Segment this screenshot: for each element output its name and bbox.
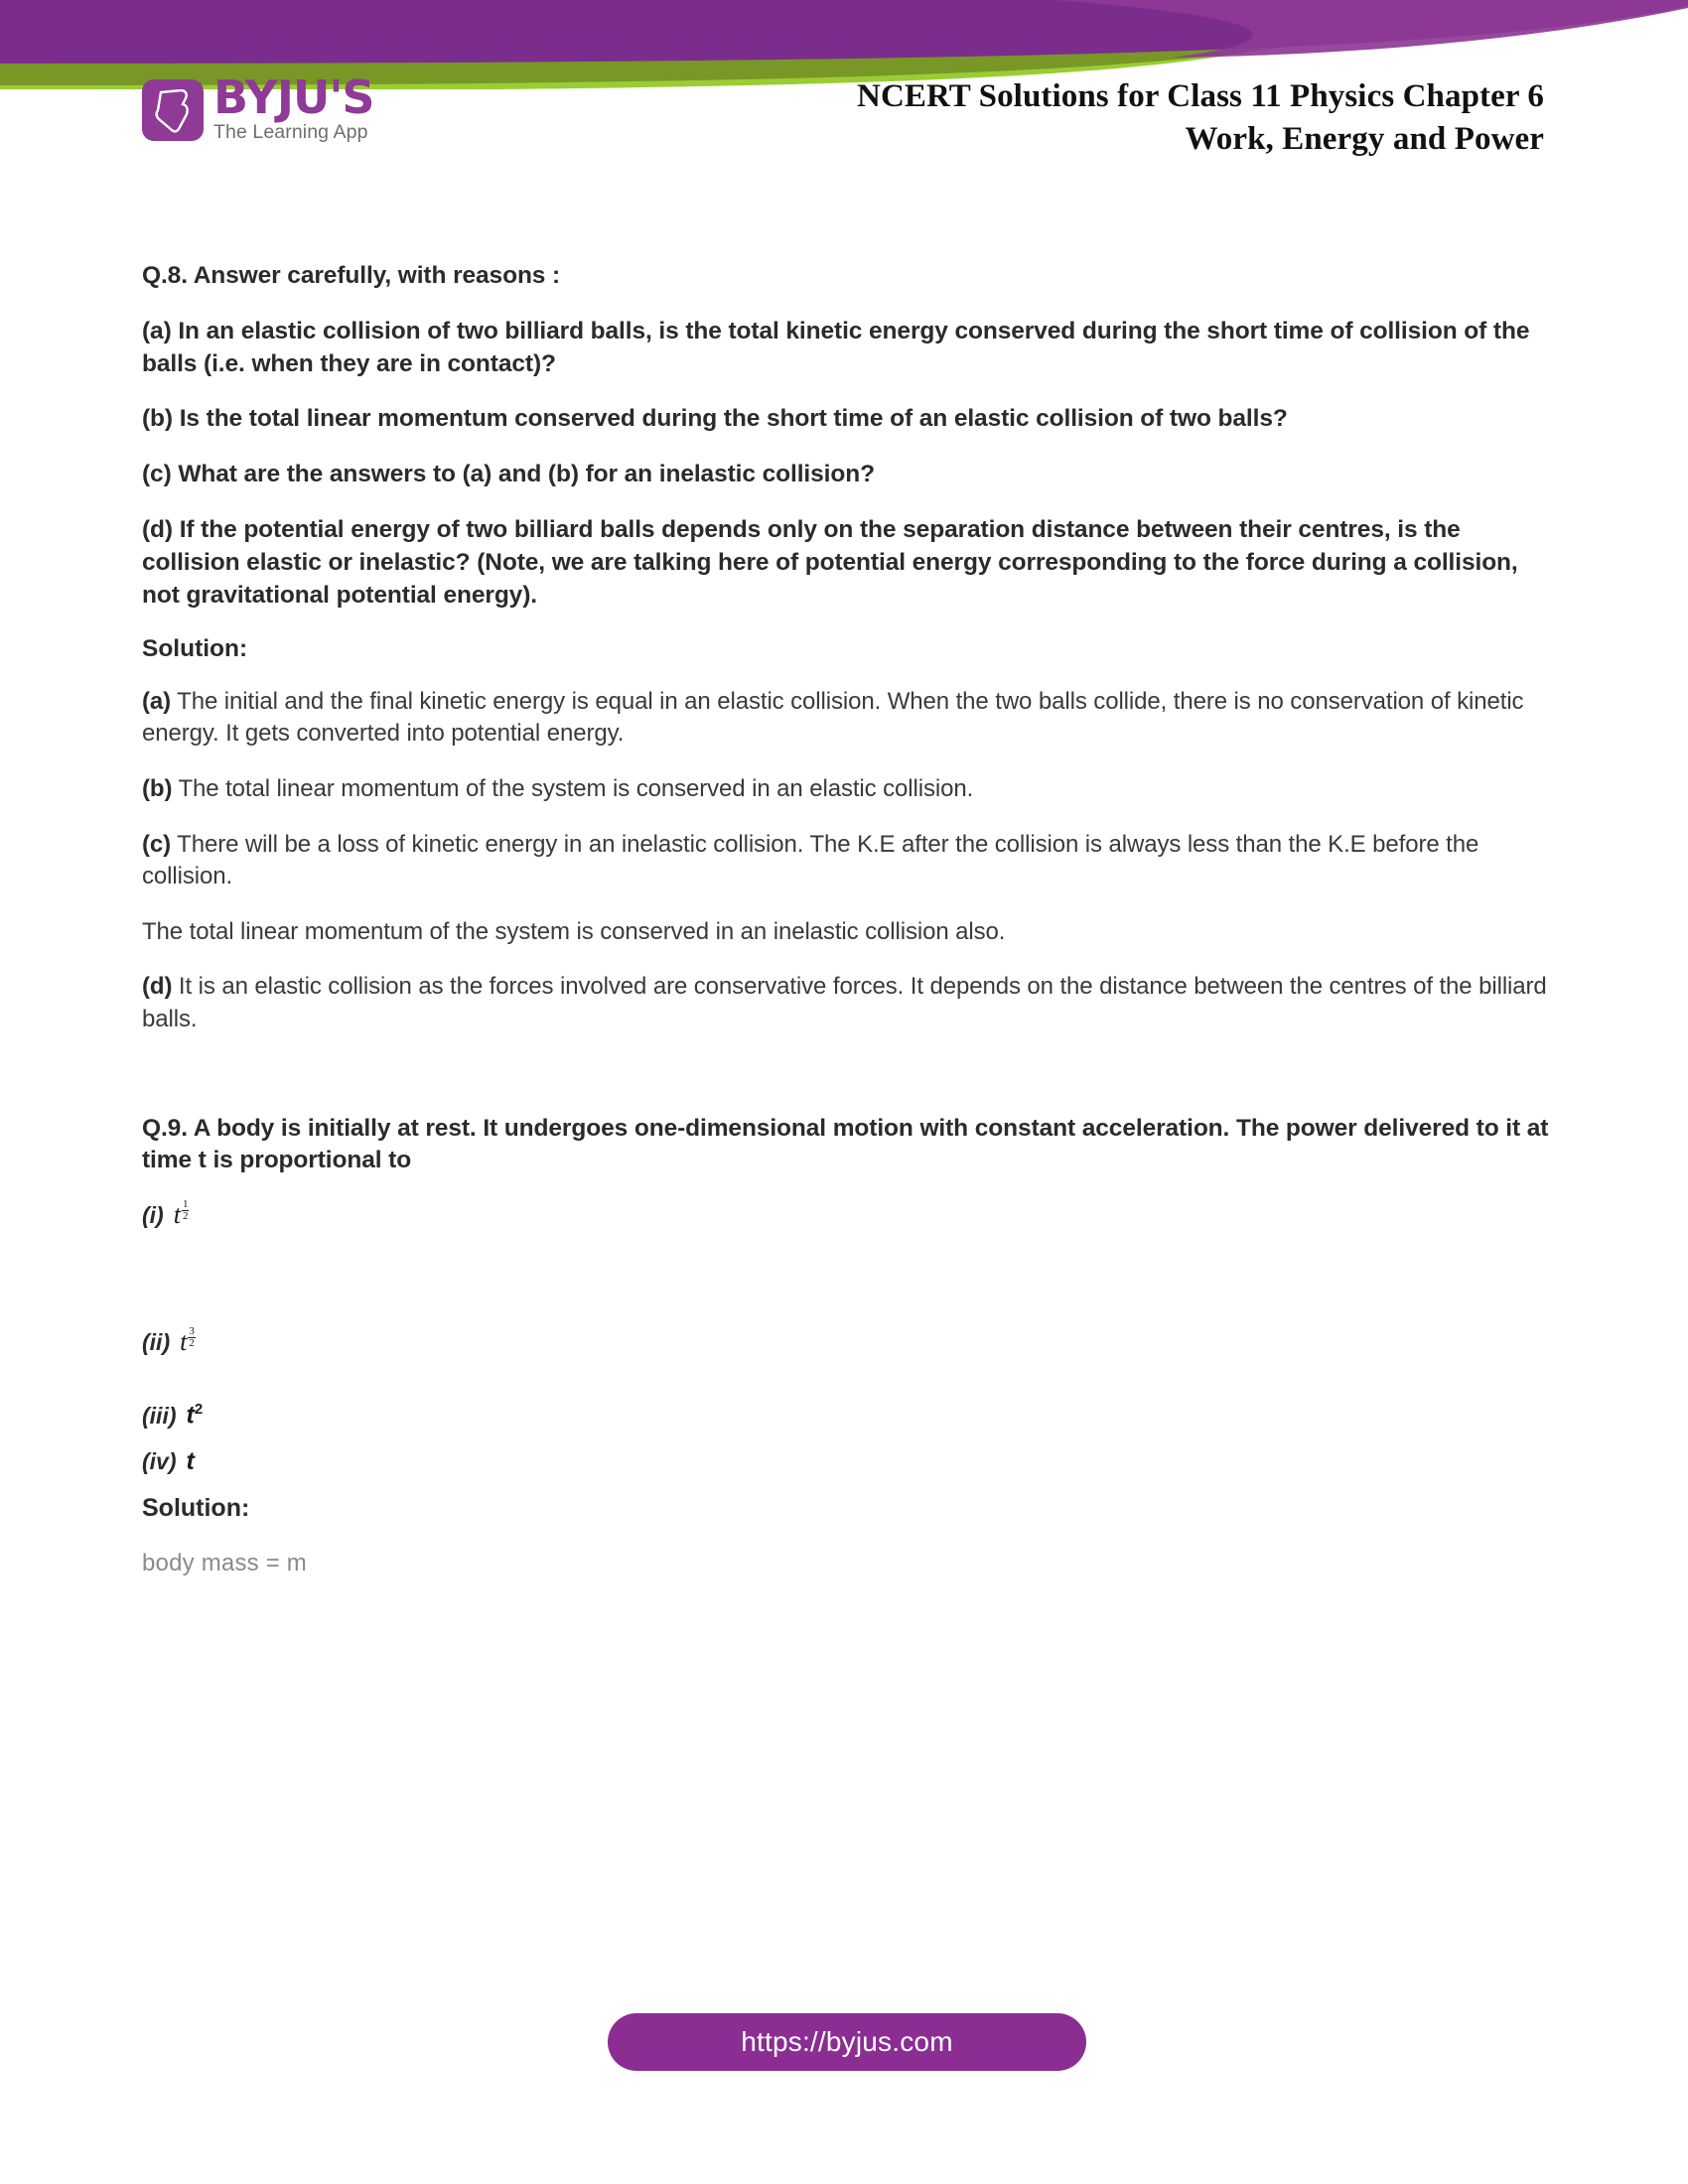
byjus-website-url-label: https://byjus.com — [741, 2026, 953, 2057]
question-8-part-c: (c) What are the answers to (a) and (b) for an inelastic collision? — [142, 461, 875, 488]
question-9-option-iii — [142, 1401, 1552, 1447]
question-8-answer-c — [142, 829, 1552, 893]
option-ii-exponent-numerator: 3 — [189, 1324, 195, 1337]
option-iii-label: (iii) — [142, 1402, 177, 1429]
byjus-website-link-button[interactable] — [608, 2013, 1086, 2071]
option-iv-label: (iv) — [142, 1448, 177, 1475]
question-9-solution-line-1: body mass = m — [142, 1550, 307, 1577]
byjus-logo — [142, 70, 374, 144]
answer-a-text: The initial and the final kinetic energy is equal in an elastic collision. When the two balls collide, there is no conservation of kinetic energy. It gets converted into potential energy. — [142, 687, 1524, 748]
answer-b-text: The total linear momentum of the system is conserved in an elastic collision. — [172, 774, 974, 802]
question-8-part-d: (d) If the potential energy of two billiard balls depends only on the separation distance between their centres, is the collision elastic or inelastic? (Note, we are talking here of potential energy corresponding to the force during a collision, not gravitational potential energy). — [142, 516, 1518, 609]
byjus-tagline: The Learning App — [213, 121, 368, 144]
answer-c-cont-text: The total linear momentum of the system is conserved in an inelastic collision also. — [142, 917, 1006, 945]
option-ii-exponent-denominator: 2 — [189, 1336, 195, 1349]
option-iv-expression — [187, 1447, 195, 1476]
answer-c-text: There will be a loss of kinetic energy in an inelastic collision. The K.E after the collision is always less than the K.E before the collision. — [142, 830, 1479, 890]
document-content — [142, 260, 1552, 1577]
answer-d-text: It is an elastic collision as the forces involved are conservative forces. It depends on the distance between the centres of the billiard balls. — [142, 973, 1547, 1032]
question-9-option-iv — [142, 1447, 1552, 1494]
question-8-answer-a — [142, 686, 1552, 751]
option-i-base: t — [173, 1200, 181, 1230]
option-ii-exponent-fraction — [188, 1326, 196, 1349]
byjus-logo-mark-icon — [142, 79, 204, 141]
option-i-exponent-denominator: 2 — [182, 1209, 189, 1222]
question-8-solution-heading: Solution: — [142, 634, 248, 662]
question-8-part-a: (a) In an elastic collision of two billiard balls, is the total kinetic energy conserved during the short time of collision of the balls (i.e. when they are in contact)? — [142, 317, 1530, 377]
question-8-answer-c-continued — [142, 916, 1552, 949]
question-8-answer-b — [142, 773, 1552, 806]
question-9-option-i — [142, 1197, 1552, 1327]
question-9-option-ii — [142, 1324, 1552, 1401]
option-ii-expression — [180, 1324, 196, 1357]
answer-c-label: (c) — [142, 830, 172, 858]
answer-d-label: (d) — [142, 973, 173, 1001]
option-iii-expression — [187, 1401, 204, 1430]
question-9-prompt: Q.9. A body is initially at rest. It undergoes one-dimensional motion with constant acceleration. The power delivered to it at time t is proportional to — [142, 1114, 1549, 1174]
page-title-line-1: NCERT Solutions for Class 11 Physics Chapter 6 — [857, 78, 1544, 114]
byjus-wordmark: BYJU'S — [213, 70, 374, 124]
option-i-exponent-numerator: 1 — [182, 1197, 189, 1210]
option-iii-exponent: 2 — [194, 1401, 204, 1419]
question-8-answer-d — [142, 971, 1552, 1035]
page-title — [857, 75, 1544, 161]
option-ii-label: (ii) — [142, 1329, 171, 1356]
option-i-label: (i) — [142, 1202, 164, 1229]
section-spacer — [142, 1059, 1552, 1113]
question-8-prompt: Q.8. Answer carefully, with reasons : — [142, 262, 561, 289]
answer-a-label: (a) — [142, 687, 172, 715]
answer-b-label: (b) — [142, 774, 173, 802]
option-ii-base: t — [180, 1327, 188, 1357]
page-title-line-2: Work, Energy and Power — [1185, 120, 1544, 157]
question-9-solution-heading: Solution: — [142, 1494, 250, 1523]
option-iii-base: t — [186, 1401, 195, 1430]
option-i-exponent-fraction — [182, 1199, 190, 1222]
option-i-expression — [173, 1197, 190, 1230]
option-iv-base: t — [186, 1447, 195, 1476]
question-8-part-b: (b) Is the total linear momentum conserved during the short time of an elastic collision of two balls? — [142, 405, 1288, 433]
